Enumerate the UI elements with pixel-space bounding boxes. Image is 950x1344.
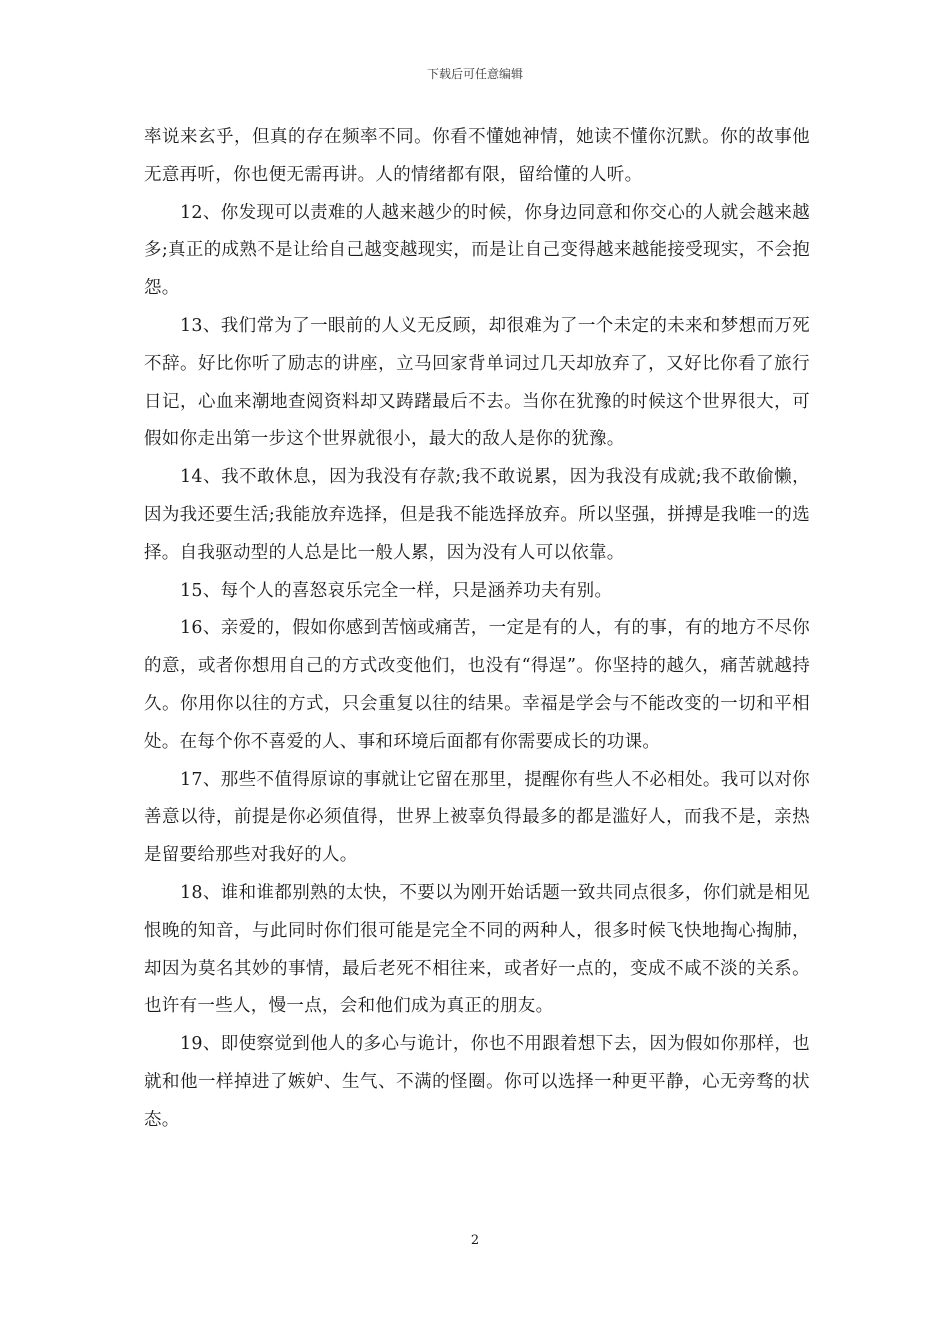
- paragraph-item-14: 14、我不敢休息，因为我没有存款;我不敢说累，因为我没有成就;我不敢偷懒，因为我还要生活;我能放弃选择，但是我不能选择放弃。所以坚强，拼搏是我唯一的选择。自我驱动型的人总是比一般人累，因为没有人可以依靠。: [144, 467, 810, 563]
- paragraph-continuation: 率说来玄乎，但真的存在频率不同。你看不懂她神情，她读不懂你沉默。你的故事他无意再听，你也便无需再讲。人的情绪都有限，留给懂的人听。: [144, 127, 810, 185]
- paragraph-item-12: 12、你发现可以责难的人越来越少的时候，你身边同意和你交心的人就会越来越多;真正的成熟不是让给自己越变越现实，而是让自己变得越来越能接受现实，不会抱怨。: [144, 202, 810, 299]
- paragraph-item-17: 17、那些不值得原谅的事就让它留在那里，提醒你有些人不必相处。我可以对你善意以待，前提是你必须值得，世界上被辜负得最多的都是滥好人，而我不是，亲热是留要给那些对我好的人。: [144, 769, 810, 866]
- page-number: 2: [470, 1233, 480, 1248]
- paragraph-item-19: 19、即使察觉到他人的多心与诡计，你也不用跟着想下去，因为假如你那样，也就和他一样掉进了嫉妒、生气、不满的怪圈。你可以选择一种更平静，心无旁骛的状态。: [144, 1034, 810, 1130]
- page-header: 下载后可任意编辑: [426, 67, 523, 81]
- paragraph-item-15: 15、每个人的喜怒哀乐完全一样，只是涵养功夫有别。: [180, 580, 613, 601]
- paragraph-item-16: 16、亲爱的，假如你感到苦恼或痛苦，一定是有的人，有的事，有的地方不尽你的意，或者你想用自己的方式改变他们，也没有“得逞”。你坚持的越久，痛苦就越持久。你用你以往的方式，只会重复以往的结果。幸福是学会与不能改变的一切和平相处。在每个你不喜爱的人、事和环境后面都有你需要成长的功课。: [144, 618, 810, 752]
- paragraph-item-18: 18、谁和谁都别熟的太快，不要以为刚开始话题一致共同点很多，你们就是相见恨晚的知音，与此同时你们很可能是完全不同的两种人，很多时候飞快地掏心掏肺，却因为莫名其妙的事情，最后老死不相往来，或者好一点的，变成不咸不淡的关系。也许有一些人，慢一点，会和他们成为真正的朋友。: [144, 882, 810, 1017]
- document-body: [144, 119, 810, 1140]
- paragraph-item-13: 13、我们常为了一眼前的人义无反顾，却很难为了一个未定的未来和梦想而万死不辞。好比你听了励志的讲座，立马回家背单词过几天却放弃了，又好比你看了旅行日记，心血来潮地查阅资料却又踌躇最后不去。当你在犹豫的时候这个世界很大，可假如你走出第一步这个世界就很小，最大的敌人是你的犹豫。: [144, 315, 810, 450]
